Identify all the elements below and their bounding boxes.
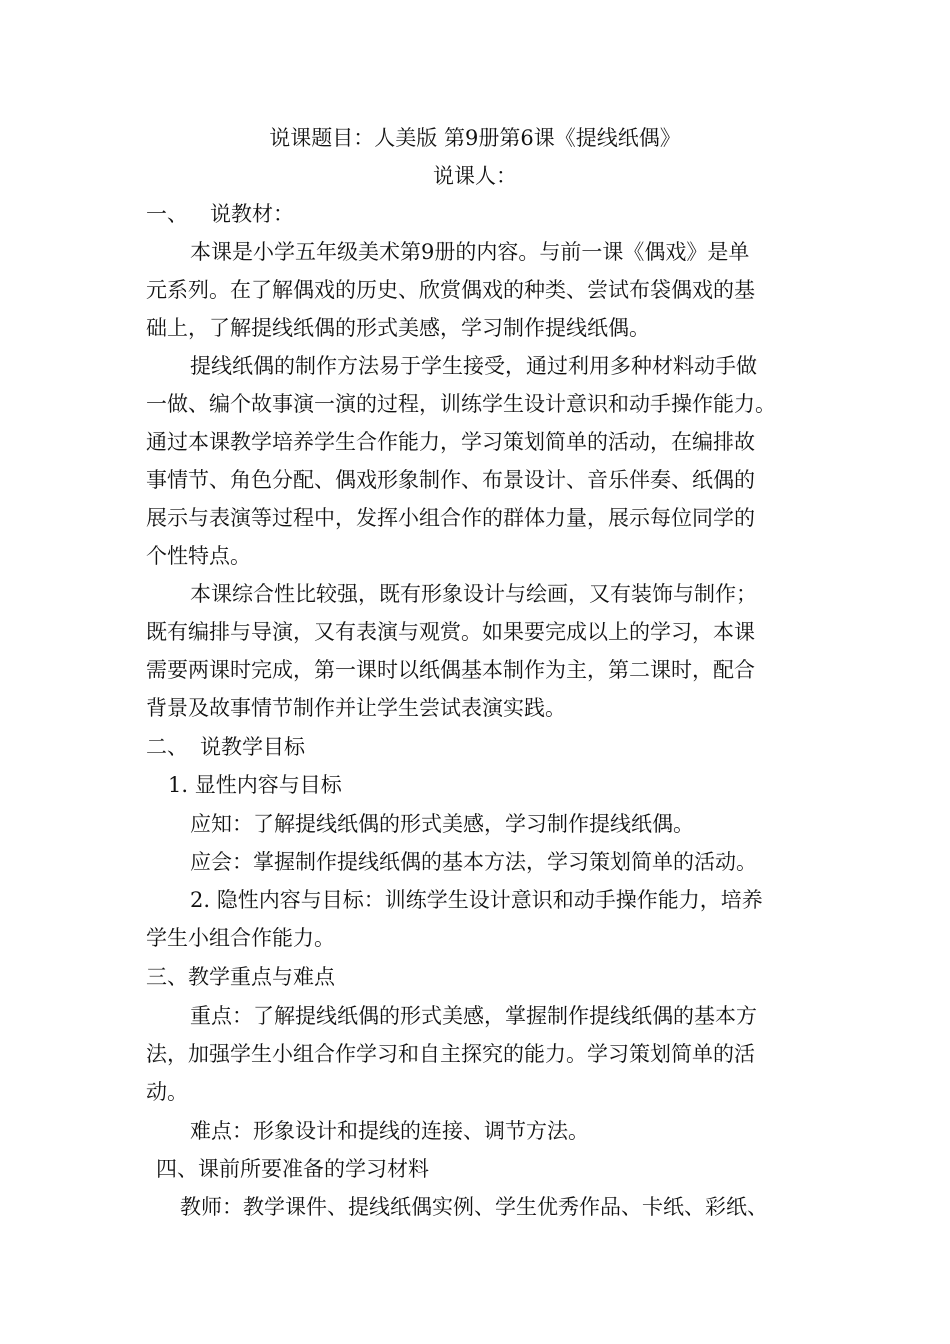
section1-number: 一、 <box>146 202 188 226</box>
s4-teacher: 教师：教学课件、提线纸偶实例、学生优秀作品、卡纸、彩纸、 <box>180 1195 768 1219</box>
section4-heading: 四、课前所要准备的学习材料 <box>156 1157 429 1181</box>
s3-difficulty: 难点：形象设计和提线的连接、调节方法。 <box>190 1119 589 1143</box>
s3-key-line3: 动。 <box>146 1080 188 1104</box>
s1-p2-line2: 一做、编个故事演一演的过程，训练学生设计意识和动手操作能力。 <box>146 392 776 416</box>
section3-heading: 三、教学重点与难点 <box>146 965 335 989</box>
s1-p3-line4: 背景及故事情节制作并让学生尝试表演实践。 <box>146 696 566 720</box>
s2-item2-line1: 2. 隐性内容与目标：训练学生设计意识和动手操作能力，培养 <box>190 888 763 912</box>
s1-p1-line1: 本课是小学五年级美术第9册的内容。与前一课《偶戏》是单 <box>190 240 750 264</box>
s2-item1: 1. 显性内容与目标 <box>168 773 342 797</box>
s1-p3-line3: 需要两课时完成，第一课时以纸偶基本制作为主，第二课时，配合 <box>146 658 755 682</box>
document-title: 说课题目：人美版 第9册第6课《提线纸偶》 <box>269 126 681 150</box>
s2-item2-line2: 学生小组合作能力。 <box>146 926 335 950</box>
s1-p2-line3: 通过本课教学培养学生合作能力，学习策划简单的活动，在编排故 <box>146 430 755 454</box>
section2-heading: 说教学目标 <box>200 735 305 759</box>
s1-p2-line1: 提线纸偶的制作方法易于学生接受，通过利用多种材料动手做 <box>190 354 757 378</box>
s1-p2-line5: 展示与表演等过程中，发挥小组合作的群体力量，展示每位同学的 <box>146 506 755 530</box>
s3-key-line1: 重点：了解提线纸偶的形式美感，掌握制作提线纸偶的基本方 <box>190 1004 757 1028</box>
s1-p2-line6: 个性特点。 <box>146 544 251 568</box>
s1-p3-line1: 本课综合性比较强，既有形象设计与绘画，又有装饰与制作； <box>190 582 757 606</box>
speaker-line: 说课人： <box>433 164 517 188</box>
section2-number: 二、 <box>146 735 188 759</box>
s3-key-line2: 法，加强学生小组合作学习和自主探究的能力。学习策划简单的活 <box>146 1042 755 1066</box>
s1-p1-line3: 础上，了解提线纸偶的形式美感，学习制作提线纸偶。 <box>146 316 650 340</box>
s1-p1-line2: 元系列。在了解偶戏的历史、欣赏偶戏的种类、尝试布袋偶戏的基 <box>146 278 755 302</box>
s2-can: 应会：掌握制作提线纸偶的基本方法，学习策划简单的活动。 <box>190 850 757 874</box>
section1-heading: 说教材： <box>210 202 294 226</box>
s1-p3-line2: 既有编排与导演，又有表演与观赏。如果要完成以上的学习，本课 <box>146 620 755 644</box>
s1-p2-line4: 事情节、角色分配、偶戏形象制作、布景设计、音乐伴奏、纸偶的 <box>146 468 755 492</box>
s2-know: 应知：了解提线纸偶的形式美感，学习制作提线纸偶。 <box>190 812 694 836</box>
